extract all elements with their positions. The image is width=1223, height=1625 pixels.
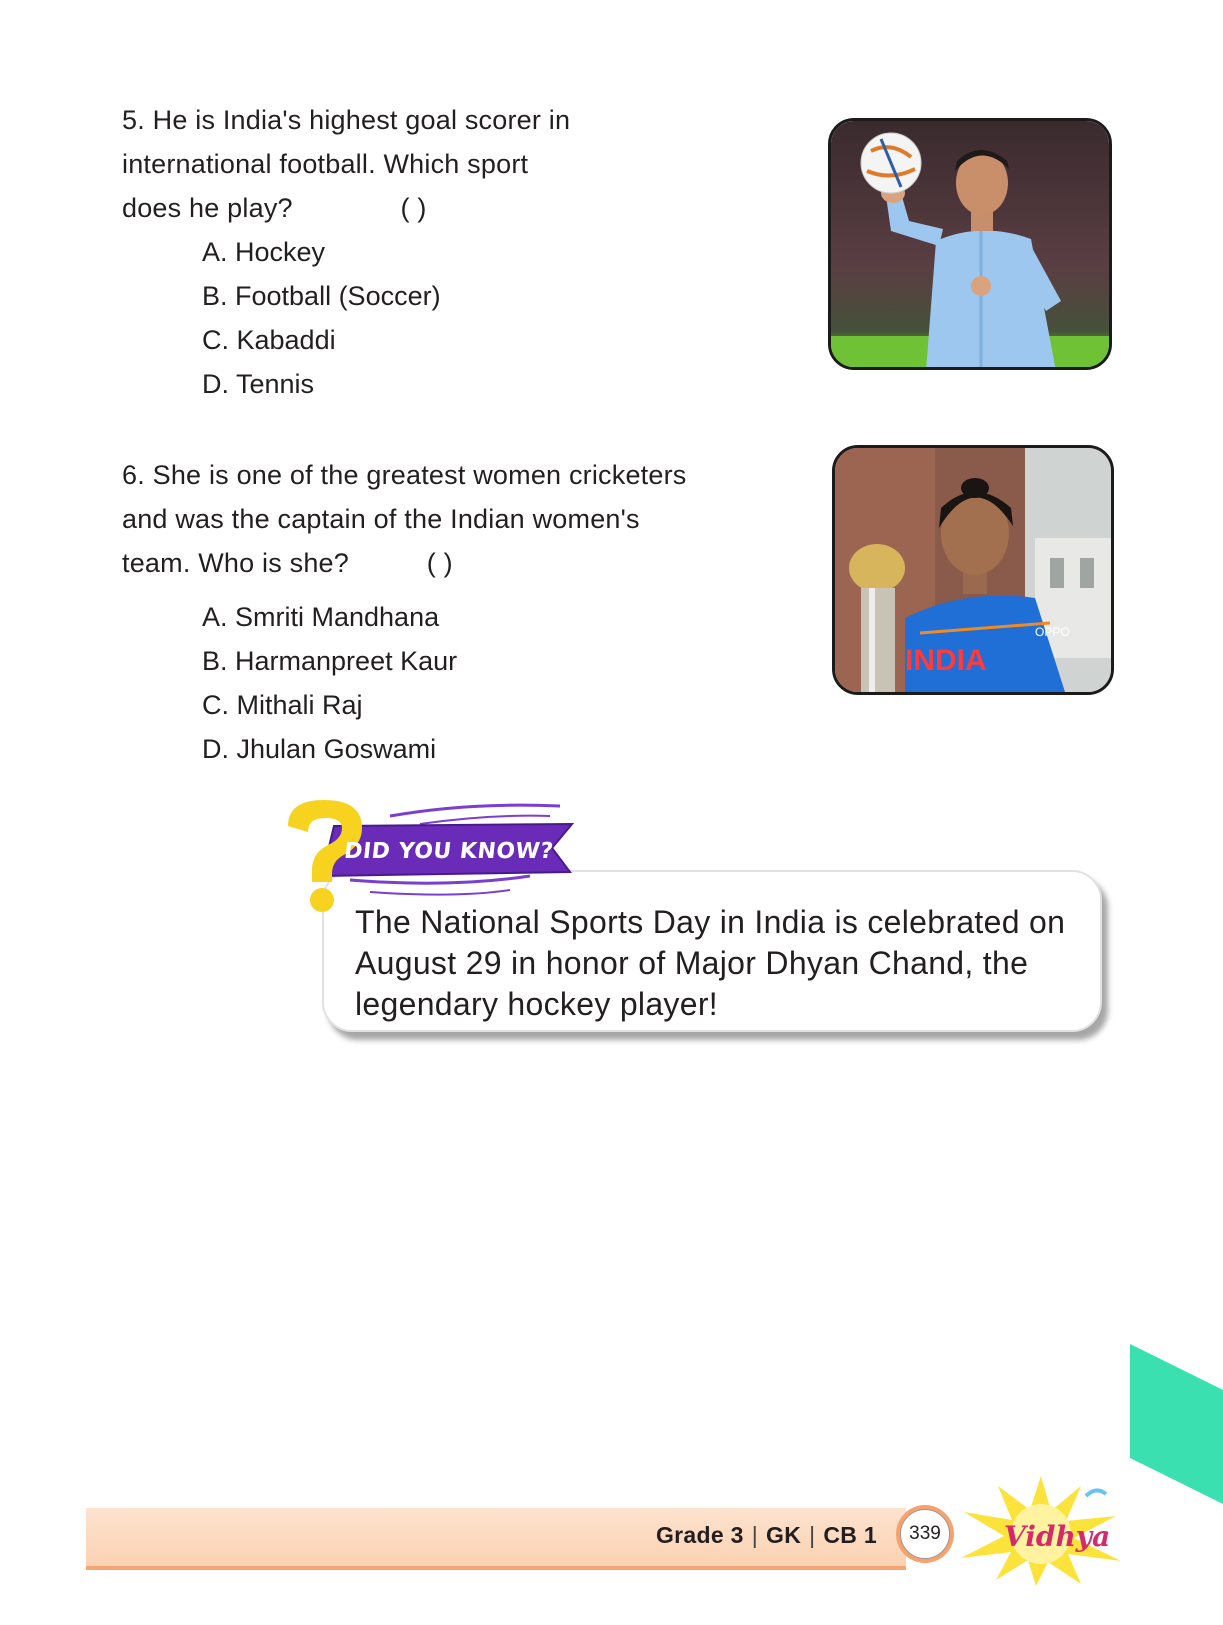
question-6-line-2: and was the captain of the Indian women's: [122, 504, 640, 534]
footer-subject: GK: [766, 1522, 802, 1548]
vidhya-logo: [956, 1476, 1126, 1586]
option-a[interactable]: A. Smriti Mandhana: [202, 602, 440, 632]
question-6-text: [122, 453, 802, 585]
question-6-line-1: She is one of the greatest women cricketers: [152, 460, 687, 490]
did-you-know-title: DID YOU KNOW?: [342, 839, 555, 864]
cricketer-photo: [832, 445, 1114, 695]
question-5-line-1: He is India's highest goal scorer in: [152, 105, 571, 135]
option-b[interactable]: B. Football (Soccer): [202, 281, 441, 311]
footer-book: CB 1: [823, 1522, 877, 1548]
option-c[interactable]: C. Kabaddi: [202, 325, 336, 355]
footballer-photo: [828, 118, 1112, 370]
answer-bracket[interactable]: ( ): [400, 193, 427, 223]
footer-grade: Grade 3: [655, 1522, 744, 1548]
option-a[interactable]: A. Hockey: [202, 237, 326, 267]
did-you-know-text: The National Sports Day in India is celebrated on August 29 in honor of Major Dhyan Chand, the legendary hockey player!: [355, 904, 1066, 1022]
logo-text: Vidhya: [1004, 1520, 1111, 1553]
question-6: [122, 453, 802, 771]
sponsor-text: OPPO: [1035, 625, 1070, 639]
question-5-number: 5.: [122, 105, 145, 135]
side-tab: [1130, 1344, 1223, 1504]
question-5-line-3: does he play?: [122, 193, 293, 223]
footer-info: Grade 3 | GK | CB 1: [655, 1522, 877, 1548]
question-5-text: [122, 98, 682, 230]
question-6-line-3: team. Who is she?: [122, 548, 349, 578]
question-5: [122, 98, 682, 406]
question-6-number: 6.: [122, 460, 145, 490]
question-5-line-2: international football. Which sport: [122, 149, 529, 179]
option-c[interactable]: C. Mithali Raj: [202, 690, 363, 720]
option-d[interactable]: D. Tennis: [202, 369, 315, 399]
page-number: 339: [900, 1509, 950, 1559]
jersey-text: INDIA: [905, 644, 987, 677]
did-you-know-banner: [270, 796, 580, 912]
answer-bracket[interactable]: ( ): [426, 548, 453, 578]
option-b[interactable]: B. Harmanpreet Kaur: [202, 646, 458, 676]
option-d[interactable]: D. Jhulan Goswami: [202, 734, 437, 764]
